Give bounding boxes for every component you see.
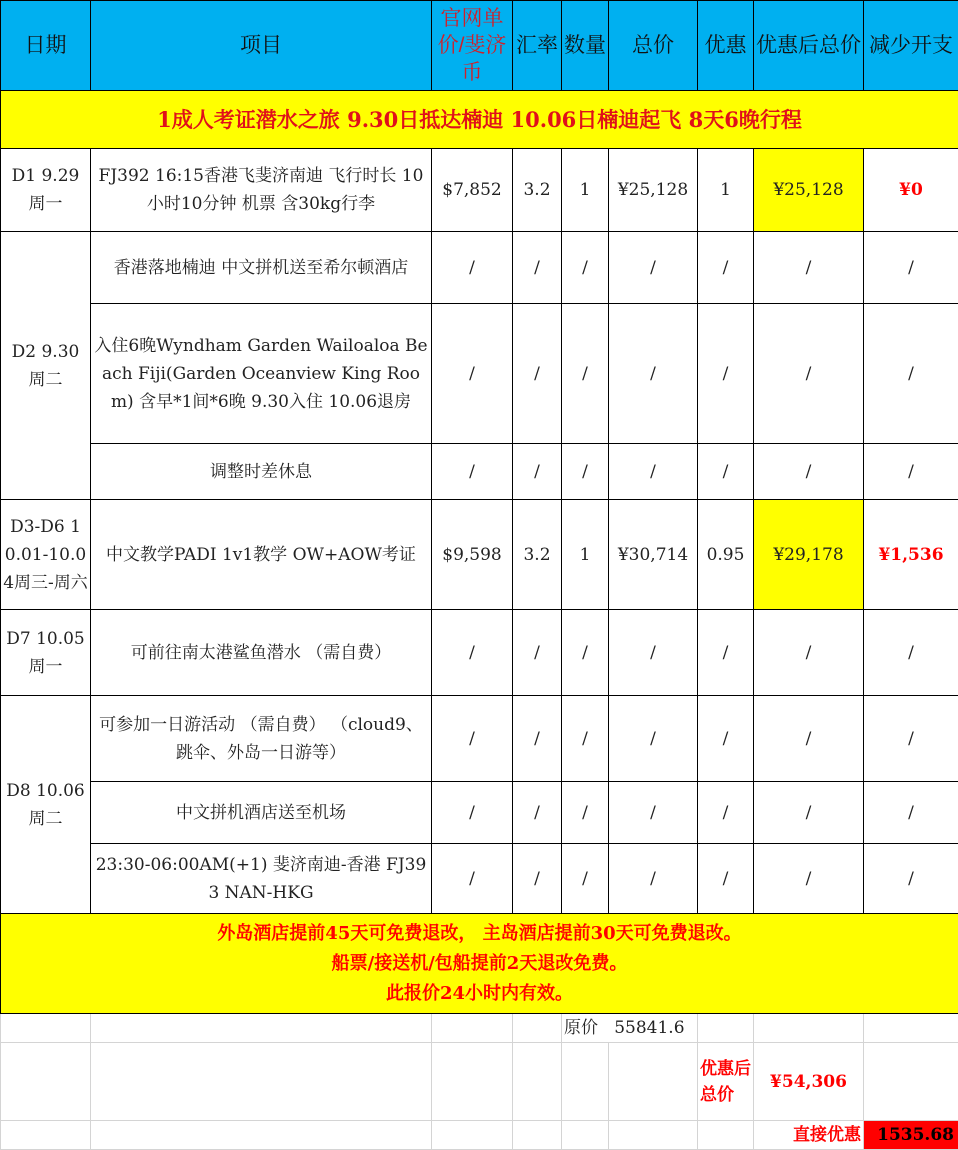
- item-cell: 中文教学PADI 1v1教学 OW+AOW考证: [91, 500, 432, 610]
- header-date: 日期: [1, 1, 91, 91]
- qty-cell: /: [562, 444, 609, 500]
- header-item: 项目: [91, 1, 432, 91]
- saving-cell: /: [864, 232, 958, 304]
- rate-cell: /: [513, 304, 562, 444]
- qty-cell: /: [562, 782, 609, 844]
- discount-cell: /: [698, 304, 754, 444]
- discount-cell: /: [698, 444, 754, 500]
- after-discount-cell: /: [754, 782, 864, 844]
- price-cell: /: [432, 304, 513, 444]
- rate-cell: /: [513, 610, 562, 696]
- qty-cell: /: [562, 610, 609, 696]
- total-cell: /: [609, 444, 698, 500]
- item-cell: 23:30-06:00AM(+1) 斐济南迪-香港 FJ393 NAN-HKG: [91, 844, 432, 914]
- note-line: 此报价24小时内有效。: [3, 979, 956, 1009]
- after-discount-cell: /: [754, 232, 864, 304]
- table-row: [1, 500, 958, 610]
- header-row: [1, 1, 958, 91]
- rate-cell: /: [513, 444, 562, 500]
- saving-cell: ¥1,536: [864, 500, 958, 610]
- after-discount-cell: /: [754, 696, 864, 782]
- header-price: 官网单价/斐济币: [432, 1, 513, 91]
- rate-cell: /: [513, 696, 562, 782]
- summary-row-original: [1, 1014, 958, 1043]
- discount-cell: 1: [698, 149, 754, 232]
- direct-discount-label: 直接优惠: [754, 1121, 864, 1150]
- saving-cell: /: [864, 444, 958, 500]
- day-label: D1 9.29 周一: [1, 149, 91, 232]
- header-total: 总价: [609, 1, 698, 91]
- after-discount-cell: ¥29,178: [754, 500, 864, 610]
- item-cell: 调整时差休息: [91, 444, 432, 500]
- discount-cell: /: [698, 232, 754, 304]
- note-line: 外岛酒店提前45天可免费退改， 主岛酒店提前30天可免费退改。: [3, 919, 956, 949]
- discount-cell: /: [698, 610, 754, 696]
- header-discount: 优惠: [698, 1, 754, 91]
- qty-cell: /: [562, 232, 609, 304]
- qty-cell: /: [562, 696, 609, 782]
- notes-row: [1, 914, 958, 1014]
- original-price: [562, 1014, 698, 1043]
- price-cell: $7,852: [432, 149, 513, 232]
- after-discount-cell: /: [754, 844, 864, 914]
- original-price-value: 55841.6: [614, 1018, 684, 1038]
- saving-cell: /: [864, 610, 958, 696]
- discount-cell: 0.95: [698, 500, 754, 610]
- item-cell: 香港落地楠迪 中文拼机送至希尔顿酒店: [91, 232, 432, 304]
- table-row: [1, 696, 958, 782]
- total-cell: /: [609, 844, 698, 914]
- rate-cell: /: [513, 844, 562, 914]
- saving-cell: /: [864, 696, 958, 782]
- item-cell: 可参加一日游活动 （需自费） （cloud9、跳伞、外岛一日游等）: [91, 696, 432, 782]
- rate-cell: /: [513, 232, 562, 304]
- table-row: [1, 844, 958, 914]
- total-cell: /: [609, 304, 698, 444]
- qty-cell: /: [562, 304, 609, 444]
- after-discount-total-value: ¥54,306: [754, 1043, 864, 1121]
- rate-cell: /: [513, 782, 562, 844]
- price-cell: $9,598: [432, 500, 513, 610]
- table-row: [1, 782, 958, 844]
- saving-cell: /: [864, 844, 958, 914]
- saving-cell: /: [864, 304, 958, 444]
- summary-row-direct: [1, 1121, 958, 1150]
- after-discount-cell: ¥25,128: [754, 149, 864, 232]
- price-cell: /: [432, 232, 513, 304]
- total-cell: /: [609, 610, 698, 696]
- discount-cell: /: [698, 844, 754, 914]
- day-label: D8 10.06 周二: [1, 696, 91, 914]
- day-label: D2 9.30 周二: [1, 232, 91, 500]
- direct-discount-value: 1535.68: [864, 1121, 958, 1150]
- total-cell: ¥25,128: [609, 149, 698, 232]
- qty-cell: 1: [562, 500, 609, 610]
- item-cell: 可前往南太港鲨鱼潜水 （需自费）: [91, 610, 432, 696]
- table-row: [1, 232, 958, 304]
- table-row: [1, 444, 958, 500]
- table-row: [1, 304, 958, 444]
- total-cell: /: [609, 696, 698, 782]
- discount-cell: /: [698, 696, 754, 782]
- price-cell: /: [432, 444, 513, 500]
- item-cell: FJ392 16:15香港飞斐济南迪 飞行时长 10小时10分钟 机票 含30kg行李: [91, 149, 432, 232]
- item-cell: 入住6晚Wyndham Garden Wailoaloa Beach Fiji(Garden Oceanview King Room) 含早*1间*6晚 9.30入住 10.06退房: [91, 304, 432, 444]
- rate-cell: 3.2: [513, 500, 562, 610]
- rate-cell: 3.2: [513, 149, 562, 232]
- after-discount-cell: /: [754, 304, 864, 444]
- qty-cell: /: [562, 844, 609, 914]
- price-cell: /: [432, 610, 513, 696]
- total-cell: ¥30,714: [609, 500, 698, 610]
- header-after-discount: 优惠后总价: [754, 1, 864, 91]
- price-cell: /: [432, 696, 513, 782]
- saving-cell: ¥0: [864, 149, 958, 232]
- note-line: 船票/接送机/包船提前2天退改免费。: [3, 949, 956, 979]
- after-discount-cell: /: [754, 610, 864, 696]
- summary-row-after: [1, 1043, 958, 1121]
- notes-block: [1, 914, 958, 1014]
- item-cell: 中文拼机酒店送至机场: [91, 782, 432, 844]
- qty-cell: 1: [562, 149, 609, 232]
- day-label: D3-D6 10.01-10.04周三-周六: [1, 500, 91, 610]
- trip-banner: 1成人考证潜水之旅 9.30日抵达楠迪 10.06日楠迪起飞 8天6晚行程: [1, 91, 958, 149]
- total-cell: /: [609, 782, 698, 844]
- discount-cell: /: [698, 782, 754, 844]
- original-price-label: 原价: [564, 1018, 598, 1038]
- after-discount-cell: /: [754, 444, 864, 500]
- header-qty: 数量: [562, 1, 609, 91]
- trip-banner-row: [1, 91, 958, 149]
- header-rate: 汇率: [513, 1, 562, 91]
- total-cell: /: [609, 232, 698, 304]
- day-label: D7 10.05 周一: [1, 610, 91, 696]
- header-saving: 减少开支: [864, 1, 958, 91]
- table-row: [1, 610, 958, 696]
- after-discount-total-label: 优惠后总价: [698, 1043, 754, 1121]
- table-row: [1, 149, 958, 232]
- price-cell: /: [432, 844, 513, 914]
- saving-cell: /: [864, 782, 958, 844]
- price-cell: /: [432, 782, 513, 844]
